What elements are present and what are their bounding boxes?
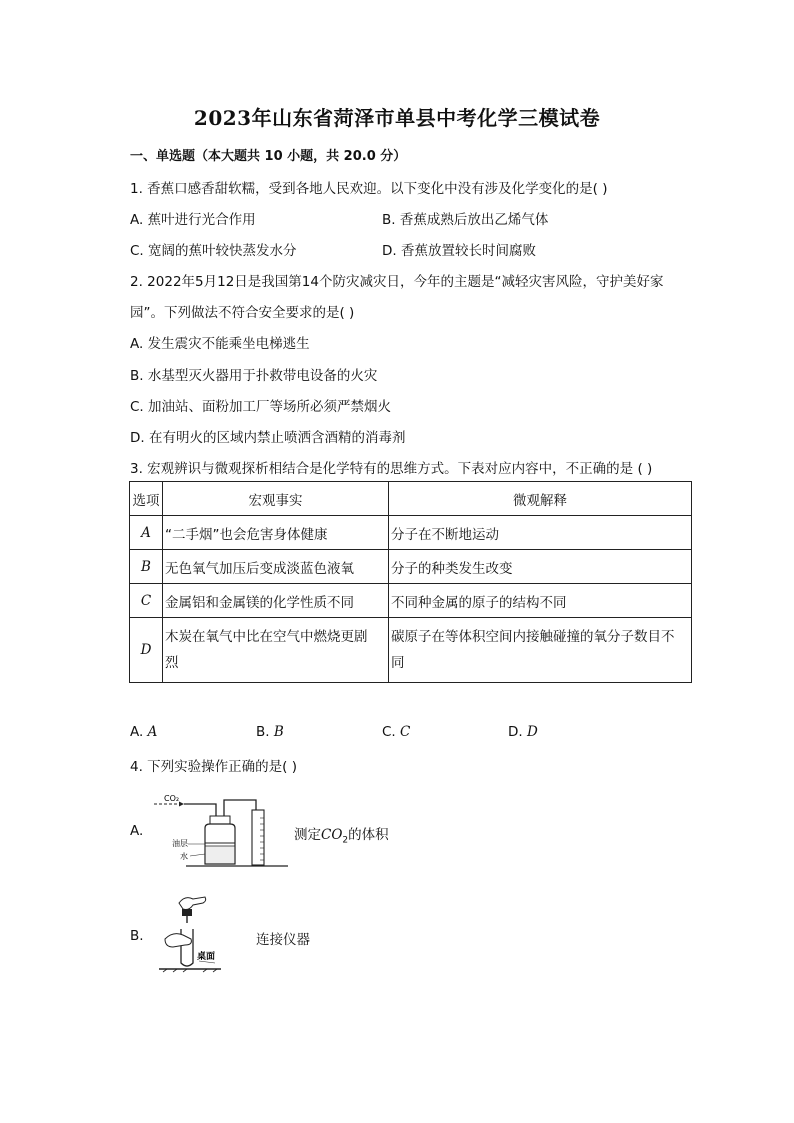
co2-label: CO₂ [164,794,180,803]
question-2-option-c: C. 加油站、面粉加工厂等场所必须严禁烟火 [130,399,392,415]
water-layer [206,846,234,863]
co2-subscript: 2 [342,835,349,846]
answer-value: D [526,724,538,740]
table-cell-micro-line-2: 同 [391,655,405,671]
water-label-leader [190,854,205,856]
table-header-row [130,482,692,516]
table-row [130,516,692,550]
question-3-answer-a [130,724,157,740]
arrow-head-icon [179,802,184,807]
table-cell-micro: 分子的种类发生改变 [389,550,692,584]
table-cell-macro: 无色氧气加压后变成淡蓝色液氧 [163,550,389,584]
question-1-option-c: C. 宽阔的蕉叶较快蒸发水分 [130,243,297,259]
table-cell-option: B [130,550,163,584]
question-1-option-b: B. 香蕉成熟后放出乙烯气体 [382,212,549,228]
question-3-table [129,481,692,683]
table-cell-macro: “二手烟”也会危害身体健康 [163,516,389,550]
answer-value: C [400,724,411,740]
table-cell-macro: 金属铝和金属镁的化学性质不同 [163,584,389,618]
question-2-option-d: D. 在有明火的区域内禁止喷洒含酒精的消毒剂 [130,430,406,446]
bottle-stopper [210,816,230,824]
answer-label: A. [130,724,144,740]
table-header-micro: 微观解释 [389,482,692,516]
table-cell-macro-line-2: 烈 [165,655,179,671]
question-4-option-a-text [294,823,389,846]
water-label: 水 [180,852,188,861]
table-cell-micro: 不同种金属的原子的结构不同 [389,584,692,618]
table-cell-macro-line-1: 木炭在氧气中比在空气中燃烧更剧 [165,629,368,645]
question-3-answer-b [256,724,284,740]
question-2-stem-line-2: 园”。下列做法不符合安全要求的是( ) [130,305,355,321]
gas-volume-apparatus-figure [150,788,290,868]
co2-formula: CO [321,827,343,843]
question-2-option-a: A. 发生震灾不能乘坐电梯逃生 [130,336,310,352]
question-2-option-b: B. 水基型灭火器用于扑救带电设备的火灾 [130,368,378,384]
answer-label: B. [256,724,270,740]
page-title: 2023年山东省菏泽市单县中考化学三模试卷 [193,106,601,130]
table-row [130,618,692,683]
question-4-option-b-label: B. [130,928,144,944]
question-1-option-a: A. 蕉叶进行光合作用 [130,212,256,228]
oil-layer-label: 油层 [172,839,188,848]
table-cell-option: D [130,618,163,683]
answer-label: C. [382,724,396,740]
connect-apparatus-figure [155,893,225,973]
question-3-answer-c [382,724,410,740]
answer-value: B [273,724,284,740]
table-header-macro: 宏观事实 [163,482,389,516]
table-cell-micro [389,618,692,683]
table-header-option: 选项 [130,482,163,516]
hand-upper-icon [179,897,206,910]
table-cell-macro [163,618,389,683]
answer-value: A [147,724,158,740]
question-2-stem-line-1: 2. 2022年5月12日是我国第14个防灾减灾日，今年的主题是“减轻灾害风险，守护美好家 [130,274,664,290]
table-row [130,550,692,584]
question-4-option-b-text: 连接仪器 [256,932,310,948]
question-4-stem: 4. 下列实验操作正确的是( ) [130,759,297,775]
table-cell-micro: 分子在不断地运动 [389,516,692,550]
table-label: 桌面 [197,952,216,962]
rubber-stopper [182,909,192,916]
answer-label: D. [508,724,523,740]
question-3-answer-d [508,724,538,740]
question-1-option-d: D. 香蕉放置较长时间腐败 [382,243,536,259]
table-cell-option: A [130,516,163,550]
question-4-option-a-label: A. [130,823,144,839]
question-3-stem: 3. 宏观辨识与微观探析相结合是化学特有的思维方式。下表对应内容中，不正确的是 ( ) [130,461,653,477]
question-1-stem: 1. 香蕉口感香甜软糯，受到各地人民欢迎。以下变化中没有涉及化学变化的是( ) [130,181,608,197]
section-heading: 一、单选题（本大题共 10 小题，共 20.0 分） [130,149,407,164]
table-row [130,584,692,618]
option-text: 测定 [294,827,321,843]
option-text: 的体积 [348,827,389,843]
table-cell-micro-line-1: 碳原子在等体积空间内接触碰撞的氧分子数目不 [391,629,675,645]
table-cell-option: C [130,584,163,618]
